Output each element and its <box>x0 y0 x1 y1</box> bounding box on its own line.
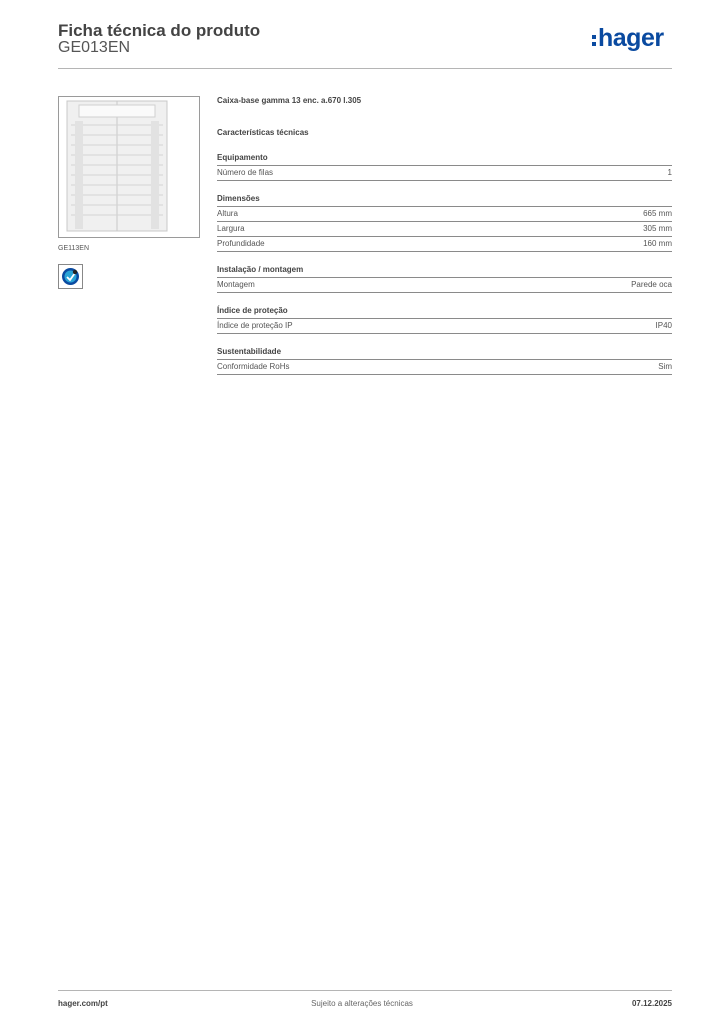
product-description: Caixa-base gamma 13 enc. a.670 l.305 <box>217 96 362 105</box>
logo-colon-icon <box>592 35 596 46</box>
image-caption: GE113EN <box>58 245 89 252</box>
spec-value: 160 mm <box>643 239 672 248</box>
spec-value: 665 mm <box>643 209 672 218</box>
spec-row <box>217 319 672 334</box>
group-sustentabilidade <box>217 347 672 375</box>
spec-row <box>217 360 672 375</box>
spec-value: IP40 <box>655 321 672 330</box>
spec-label: Profundidade <box>217 239 265 248</box>
footer-date: 07.12.2025 <box>631 999 672 1008</box>
spec-label: Conformidade RoHs <box>217 362 290 371</box>
spec-row <box>217 222 672 237</box>
spec-row <box>217 166 672 181</box>
group-indice-protecao <box>217 306 672 334</box>
logo-text: hager <box>598 24 664 52</box>
spec-row <box>217 207 672 222</box>
spec-label: Índice de proteção IP <box>217 321 293 330</box>
group-title: Sustentabilidade <box>217 347 672 360</box>
product-code: GE013EN <box>58 39 131 56</box>
page-title: Ficha técnica do produto <box>58 21 261 40</box>
spec-value: 305 mm <box>643 224 672 233</box>
spec-label: Largura <box>217 224 245 233</box>
spec-label: Altura <box>217 209 238 218</box>
spec-label: Número de filas <box>217 168 274 177</box>
spec-value: Parede oca <box>631 280 672 289</box>
group-title: Equipamento <box>217 153 672 166</box>
group-instalacao <box>217 265 672 293</box>
spec-sheet <box>217 96 672 375</box>
footer-website-link[interactable]: hager.com/pt <box>58 999 108 1008</box>
spec-row <box>217 237 672 252</box>
group-title: Dimensões <box>217 194 672 207</box>
spec-value: 1 <box>667 168 672 177</box>
header-divider <box>58 68 672 69</box>
spec-label: Montagem <box>217 280 255 289</box>
spec-value: Sim <box>658 362 672 371</box>
group-equipamento <box>217 153 672 181</box>
sustainability-badge-icon <box>58 264 83 289</box>
footer-notice: Sujeito a alterações técnicas <box>311 999 413 1008</box>
footer-divider <box>58 990 672 991</box>
product-image <box>58 96 200 238</box>
group-title: Instalação / montagem <box>217 265 672 278</box>
group-title: Índice de proteção <box>217 306 672 319</box>
enclosure-illustration <box>59 97 199 237</box>
hager-logo <box>592 26 664 51</box>
characteristics-title: Características técnicas <box>217 128 309 137</box>
group-dimensoes <box>217 194 672 252</box>
spec-row <box>217 278 672 293</box>
